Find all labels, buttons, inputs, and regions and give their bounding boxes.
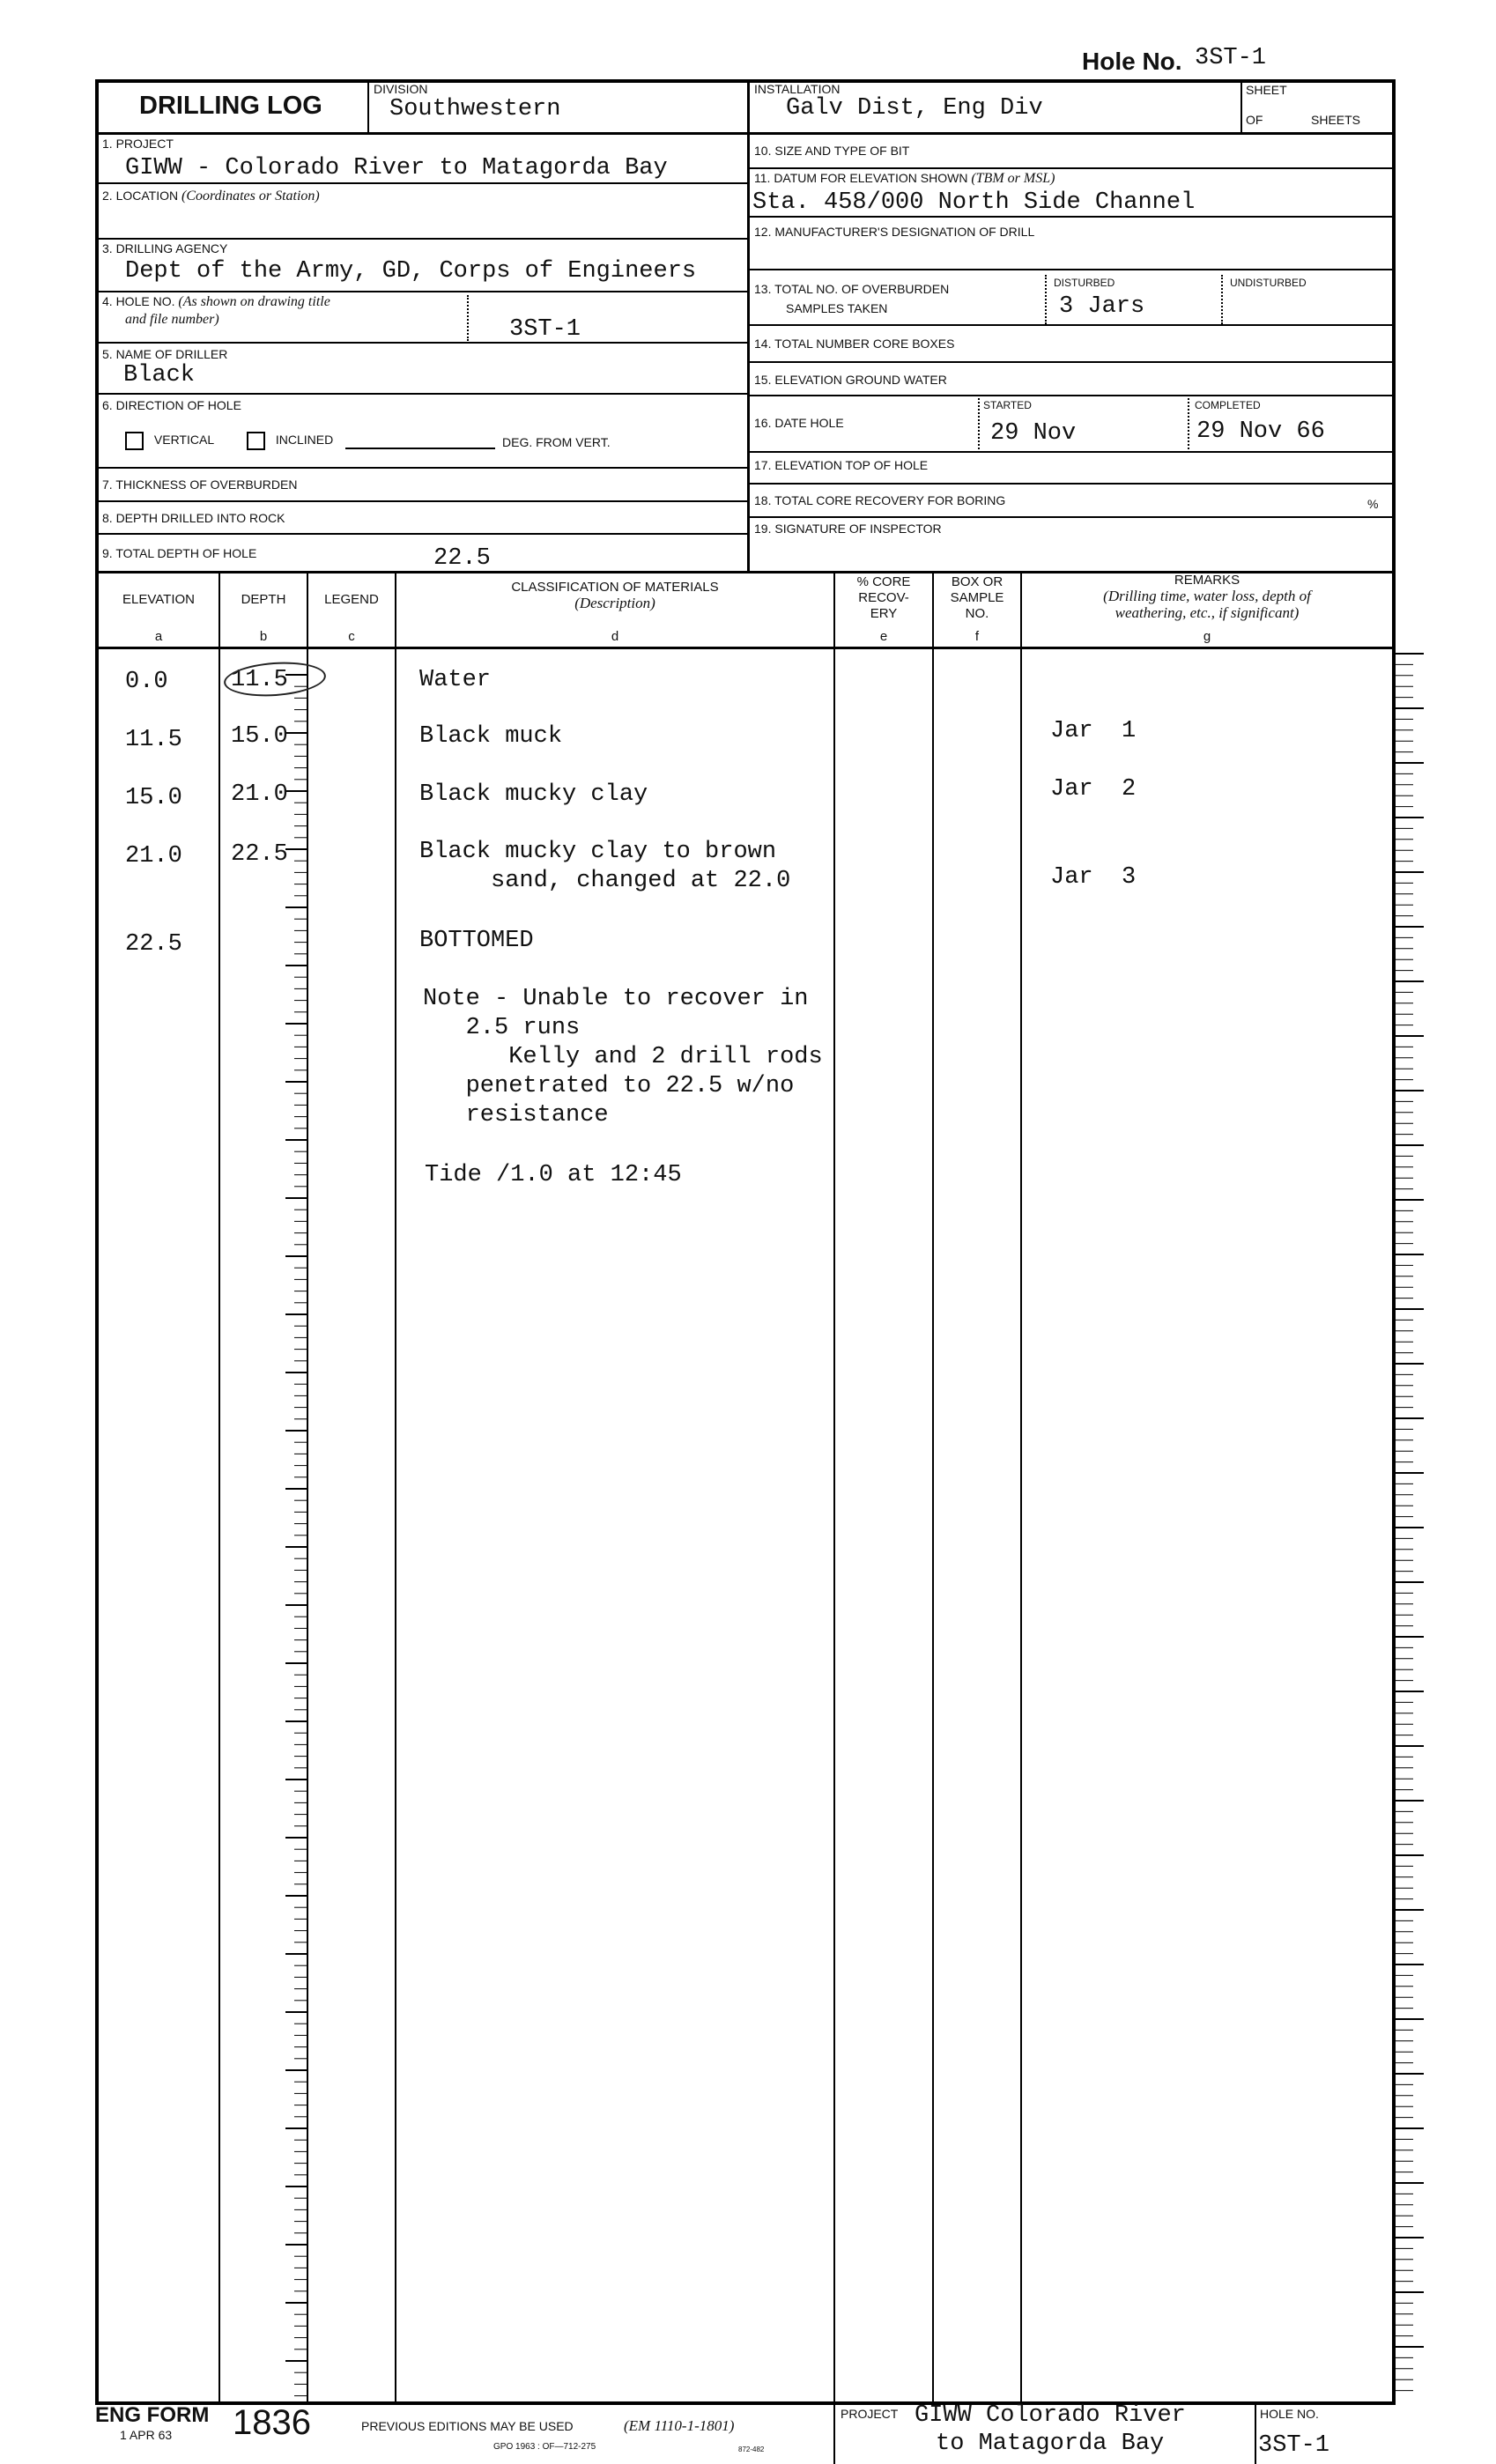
- completed-value: 29 Nov 66: [1196, 418, 1325, 445]
- hole-no-value: 3ST-1: [509, 316, 581, 343]
- driller-value: Black: [123, 362, 196, 388]
- form-date: 1 APR 63: [120, 2428, 173, 2442]
- row-depth: 15.0: [231, 723, 288, 750]
- previous-editions-note: PREVIOUS EDITIONS MAY BE USED: [361, 2419, 574, 2433]
- tide-line: Tide /1.0 at 12:45: [425, 1162, 682, 1188]
- of-label: OF: [1246, 113, 1263, 127]
- bit-label: 10. SIZE AND TYPE OF BIT: [754, 144, 910, 158]
- form-number: 1836: [233, 2403, 311, 2442]
- row-remark: Jar 3: [1050, 864, 1137, 891]
- agency-label: 3. DRILLING AGENCY: [102, 241, 228, 255]
- row-description: sand, changed at 22.0: [419, 868, 791, 894]
- col-sub-c: c: [348, 629, 355, 644]
- disturbed-label: DISTURBED: [1054, 277, 1115, 289]
- note-line: Kelly and 2 drill rods: [423, 1044, 823, 1070]
- row-remark: Jar 1: [1050, 718, 1137, 744]
- footer-project-line-1: GIWW Colorado River: [915, 2402, 1186, 2429]
- form-title: DRILLING LOG: [139, 92, 322, 120]
- row-elevation: 15.0: [125, 785, 182, 811]
- col-sub-g: g: [1203, 629, 1211, 644]
- col-remarks-header: REMARKS (Drilling time, water loss, depth of weathering, etc., if significant): [1103, 573, 1311, 621]
- col-box-header: BOX OR SAMPLE NO.: [950, 574, 1004, 621]
- row-depth: 11.5: [231, 667, 288, 693]
- percent-sign: %: [1367, 497, 1379, 511]
- project-value: GIWW - Colorado River to Matagorda Bay: [125, 155, 668, 181]
- footer-project-label: PROJECT: [841, 2407, 899, 2421]
- col-sub-d: d: [611, 629, 619, 644]
- project-label: 1. PROJECT: [102, 137, 174, 151]
- started-label: STARTED: [983, 399, 1032, 411]
- hole-no-title-label: Hole No.: [1082, 48, 1182, 75]
- vertical-option: VERTICAL: [125, 432, 214, 450]
- vertical-checkbox[interactable]: [125, 432, 144, 450]
- row-description: BOTTOMED: [419, 928, 534, 954]
- footer-project-line-2: to Matagorda Bay: [936, 2431, 1165, 2457]
- agency-value: Dept of the Army, GD, Corps of Engineers: [125, 258, 697, 285]
- small-code: 872-482: [738, 2446, 765, 2453]
- started-value: 29 Nov: [990, 420, 1077, 447]
- total-depth-label: 9. TOTAL DEPTH OF HOLE: [102, 546, 257, 560]
- col-sub-a: a: [154, 629, 163, 644]
- top-of-hole-label: 17. ELEVATION TOP OF HOLE: [754, 458, 929, 472]
- manufacturer-label: 12. MANUFACTURER'S DESIGNATION OF DRILL: [754, 225, 1035, 239]
- datum-label: 11. DATUM FOR ELEVATION SHOWN (TBM or MSL): [754, 171, 1055, 186]
- hole-no-title-value: 3ST-1: [1195, 45, 1267, 71]
- hole-no-label: 4. HOLE NO. (As shown on drawing title: [102, 294, 330, 309]
- col-sub-f: f: [974, 629, 980, 644]
- samples-label-2: SAMPLES TAKEN: [786, 301, 888, 315]
- row-remark: Jar 2: [1050, 776, 1137, 803]
- division-label: DIVISION: [374, 82, 428, 96]
- deg-label: DEG. FROM VERT.: [502, 435, 611, 449]
- footer-hole-no-value: 3ST-1: [1258, 2432, 1330, 2459]
- hole-no-hint: and file number): [125, 312, 219, 327]
- note-line: 2.5 runs: [423, 1015, 581, 1041]
- legend-column-scale: [285, 675, 307, 2396]
- core-boxes-label: 14. TOTAL NUMBER CORE BOXES: [754, 337, 955, 351]
- col-classification-header: CLASSIFICATION OF MATERIALS (Description): [511, 580, 719, 611]
- col-core-header: % CORE RECOV- ERY: [856, 574, 911, 621]
- disturbed-value: 3 Jars: [1059, 293, 1145, 320]
- row-description: Black muck: [419, 723, 563, 750]
- row-description: Black mucky clay to brown: [419, 839, 777, 865]
- direction-label: 6. DIRECTION OF HOLE: [102, 398, 241, 412]
- em-reference: (EM 1110-1-1801): [624, 2417, 735, 2434]
- inspector-label: 19. SIGNATURE OF INSPECTOR: [754, 522, 942, 536]
- sheet-label: SHEET: [1246, 83, 1287, 97]
- row-depth: 21.0: [231, 781, 288, 808]
- installation-label: INSTALLATION: [754, 82, 841, 96]
- rock-label: 8. DEPTH DRILLED INTO ROCK: [102, 511, 285, 525]
- driller-label: 5. NAME OF DRILLER: [102, 347, 228, 361]
- footer-hole-no-label: HOLE NO.: [1260, 2407, 1319, 2421]
- inclined-degree-blank: [345, 448, 495, 449]
- installation-value: Galv Dist, Eng Div: [786, 95, 1043, 122]
- note-line: resistance: [423, 1102, 609, 1128]
- row-elevation: 21.0: [125, 843, 182, 869]
- row-depth: 22.5: [231, 841, 288, 868]
- gpo-note: GPO 1963 : OF—712-275: [493, 2442, 596, 2452]
- total-depth-value: 22.5: [433, 545, 491, 572]
- datum-value: Sta. 458/000 North Side Channel: [752, 189, 1196, 216]
- note-line: penetrated to 22.5 w/no: [423, 1073, 795, 1099]
- col-sub-e: e: [879, 629, 888, 644]
- completed-label: COMPLETED: [1195, 399, 1261, 411]
- samples-label-1: 13. TOTAL NO. OF OVERBURDEN: [754, 282, 950, 296]
- inclined-option: INCLINED: [247, 432, 333, 450]
- note-line: Note - Unable to recover in: [423, 986, 809, 1012]
- undisturbed-label: UNDISTURBED: [1230, 277, 1307, 289]
- col-elevation-header: ELEVATION: [122, 592, 195, 607]
- sheets-label: SHEETS: [1311, 113, 1361, 127]
- col-legend-header: LEGEND: [324, 592, 379, 607]
- row-description: Water: [419, 667, 492, 693]
- location-label: 2. LOCATION (Coordinates or Station): [102, 189, 320, 203]
- col-depth-header: DEPTH: [241, 592, 286, 607]
- row-elevation: 22.5: [125, 931, 182, 958]
- core-recovery-label: 18. TOTAL CORE RECOVERY FOR BORING: [754, 493, 1006, 507]
- date-hole-label: 16. DATE HOLE: [754, 416, 844, 430]
- row-elevation: 0.0: [125, 669, 168, 695]
- row-elevation: 11.5: [125, 727, 182, 753]
- right-margin-scale: [1396, 654, 1424, 2391]
- row-description: Black mucky clay: [419, 781, 648, 808]
- overburden-label: 7. THICKNESS OF OVERBURDEN: [102, 477, 298, 492]
- ground-water-label: 15. ELEVATION GROUND WATER: [754, 373, 947, 387]
- inclined-checkbox[interactable]: [247, 432, 265, 450]
- division-value: Southwestern: [389, 96, 561, 122]
- col-sub-b: b: [259, 629, 268, 644]
- form-name: ENG FORM: [95, 2403, 210, 2427]
